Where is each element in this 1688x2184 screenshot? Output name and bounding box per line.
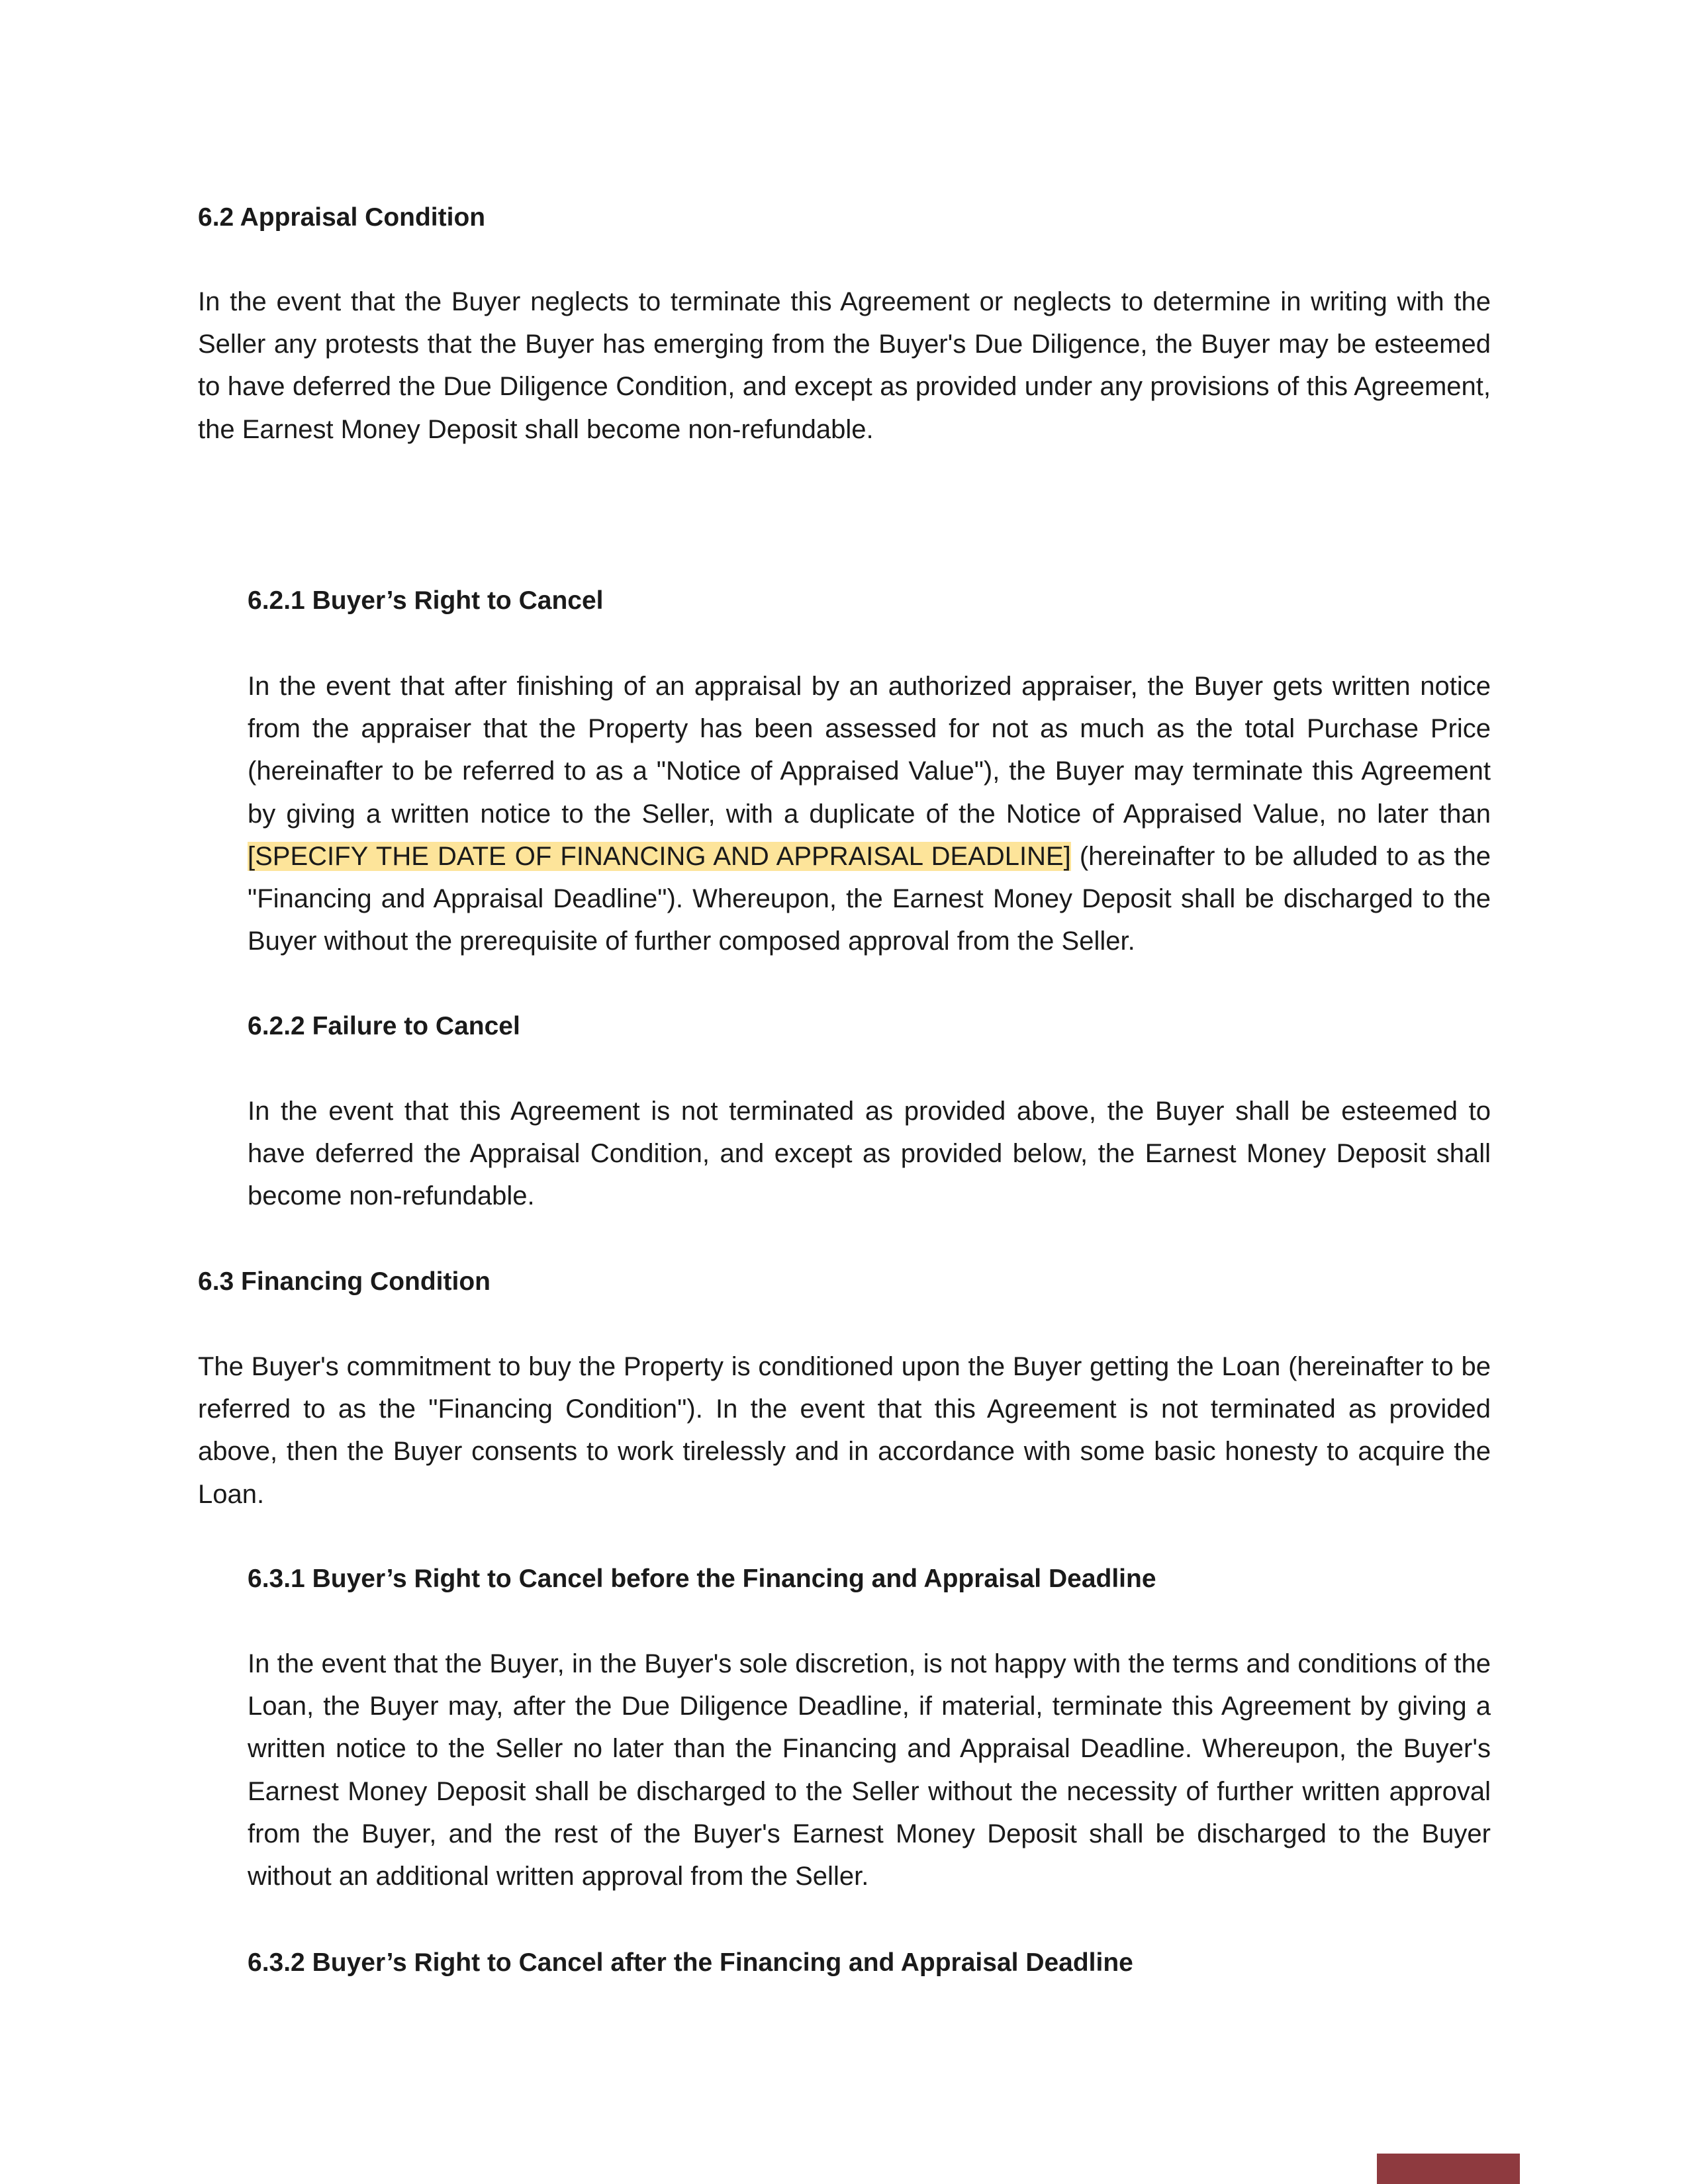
section-6-2-body: In the event that the Buyer neglects to terminate this Agreement or neglects to determine in writing with the Seller any protests that the Buyer has emerging from the Buyer's Due Diligence, the Buyer may be esteemed to have deferred the Due Diligence Condition, and except as provided under any provisions of this Agreement, the Earnest Money Deposit shall become non-refundable.	[198, 287, 1491, 444]
footer-page-tab	[1377, 2154, 1520, 2184]
section-6-3-heading: 6.3 Financing Condition	[198, 1267, 491, 1296]
section-6-2-1-body-end: (hereinafter to be alluded to as the "Financing and Appraisal Deadline"). Whereupon, the Earnest Money Deposit shall be discharged to the Buyer without the prerequisite of further composed approval from the Seller.	[248, 841, 1491, 956]
section-6-3-2-heading: 6.3.2 Buyer’s Right to Cancel after the Financing and Appraisal Deadline	[248, 1948, 1133, 1977]
section-6-2-2-heading: 6.2.2 Failure to Cancel	[248, 1012, 520, 1040]
date-placeholder-highlight: [SPECIFY THE DATE OF FINANCING AND APPRAISAL DEADLINE]	[248, 841, 1071, 871]
section-6-2-1-heading: 6.2.1 Buyer’s Right to Cancel	[248, 586, 604, 615]
section-6-2-1-body-start: In the event that after finishing of an appraisal by an authorized appraiser, the Buyer gets written notice from the appraiser that the Property has been assessed for not as much as the total Purchase Price (hereinafter to be referred to as a "Notice of Appraised Value"), the Buyer may terminate this Agreement by giving a written notice to the Seller, with a duplicate of the Notice of Appraised Value, no later than	[248, 672, 1491, 829]
section-6-2-heading: 6.2 Appraisal Condition	[198, 203, 486, 232]
section-6-2-2-body: In the event that this Agreement is not terminated as provided above, the Buyer shall be esteemed to have deferred the Appraisal Condition, and except as provided below, the Earnest Money Deposit shall become non-refundable.	[248, 1097, 1491, 1211]
section-6-3-1-body: In the event that the Buyer, in the Buyer's sole discretion, is not happy with the terms and conditions of the Loan, the Buyer may, after the Due Diligence Deadline, if material, terminate this Agreement by giving a written notice to the Seller no later than the Financing and Appraisal Deadline. Whereupon, the Buyer's Earnest Money Deposit shall be discharged to the Seller without the necessity of further written approval from the Buyer, and the rest of the Buyer's Earnest Money Deposit shall be discharged to the Buyer without an additional written approval from the Seller.	[248, 1649, 1491, 1891]
section-6-2-1-body	[248, 665, 1491, 962]
section-6-3-body: The Buyer's commitment to buy the Property is conditioned upon the Buyer getting the Loan (hereinafter to be referred to as the "Financing Condition"). In the event that this Agreement is not terminated as provided above, then the Buyer consents to work tirelessly and in accordance with some basic honesty to acquire the Loan.	[198, 1352, 1491, 1509]
section-6-3-1-heading: 6.3.1 Buyer’s Right to Cancel before the Financing and Appraisal Deadline	[248, 1565, 1156, 1593]
